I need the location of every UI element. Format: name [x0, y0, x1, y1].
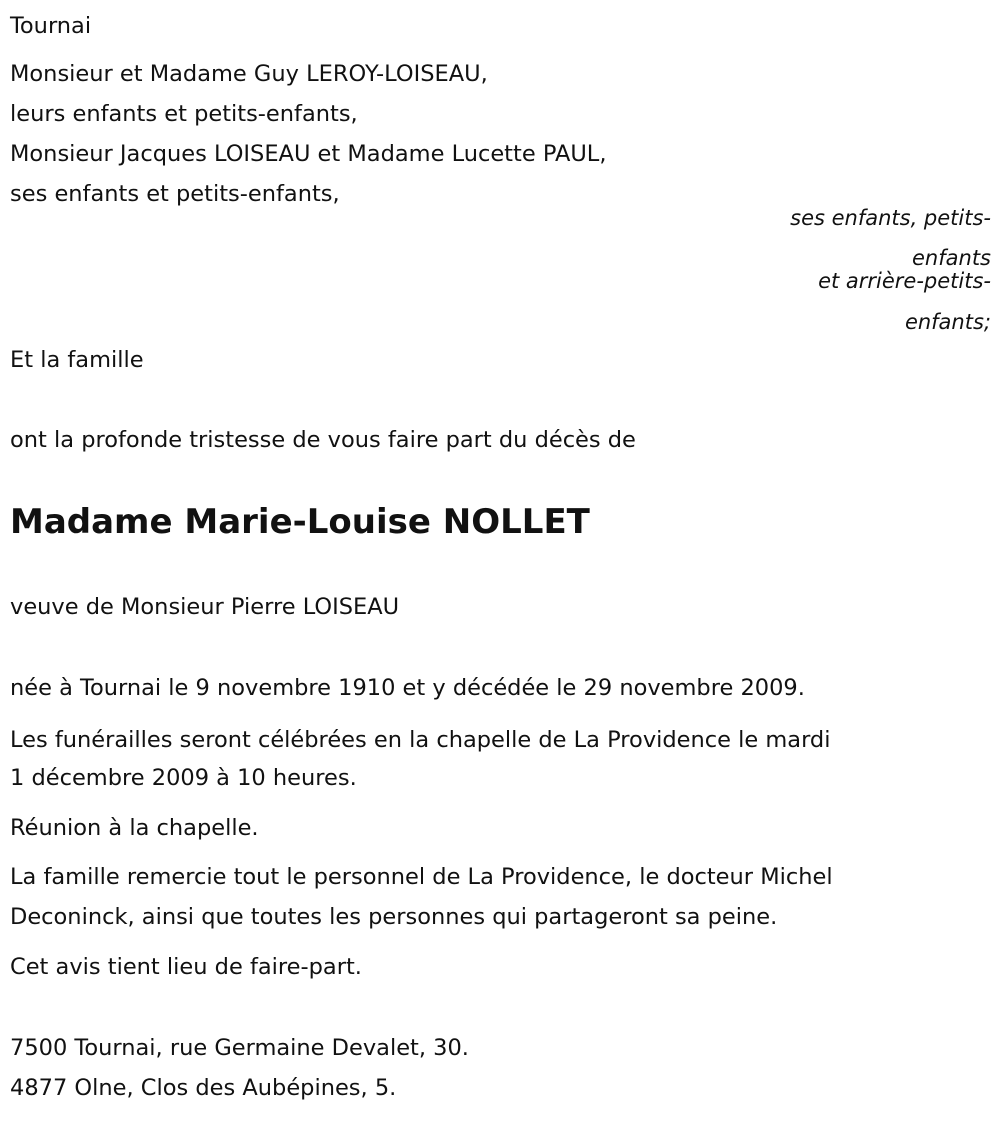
family-line: Monsieur Jacques LOISEAU et Madame Lucette PAUL,	[10, 141, 607, 167]
family-line: Monsieur et Madame Guy LEROY-LOISEAU,	[10, 61, 488, 87]
family-line: ses enfants et petits-enfants,	[10, 181, 340, 207]
birth-death: née à Tournai le 9 novembre 1910 et y décédée le 29 novembre 2009.	[10, 675, 805, 701]
family-extra: Et la famille	[10, 347, 144, 373]
thanks-line: Deconinck, ainsi que toutes les personnes qui partageront sa peine.	[10, 904, 778, 930]
descendants-line: enfants	[912, 246, 991, 270]
descendants-line: et arrière-petits-	[818, 269, 991, 293]
address: 7500 Tournai, rue Germaine Devalet, 30.	[10, 1035, 469, 1061]
city: Tournai	[10, 13, 92, 39]
widow-of: veuve de Monsieur Pierre LOISEAU	[10, 594, 400, 620]
descendants-line: enfants;	[904, 310, 991, 334]
family-line: leurs enfants et petits-enfants,	[10, 101, 358, 127]
deceased-name: Madame Marie-Louise NOLLET	[10, 502, 590, 542]
thanks-line: La famille remercie tout le personnel de La Providence, le docteur Michel	[10, 864, 833, 890]
funeral-line: 1 décembre 2009 à 10 heures.	[10, 765, 357, 791]
address: 4877 Olne, Clos des Aubépines, 5.	[10, 1075, 397, 1101]
meeting: Réunion à la chapelle.	[10, 815, 259, 841]
funeral-line: Les funérailles seront célébrées en la chapelle de La Providence le mardi	[10, 727, 831, 753]
announcement: ont la profonde tristesse de vous faire part du décès de	[10, 427, 636, 453]
notice: Cet avis tient lieu de faire-part.	[10, 954, 362, 980]
descendants-line: ses enfants, petits-	[790, 206, 991, 230]
